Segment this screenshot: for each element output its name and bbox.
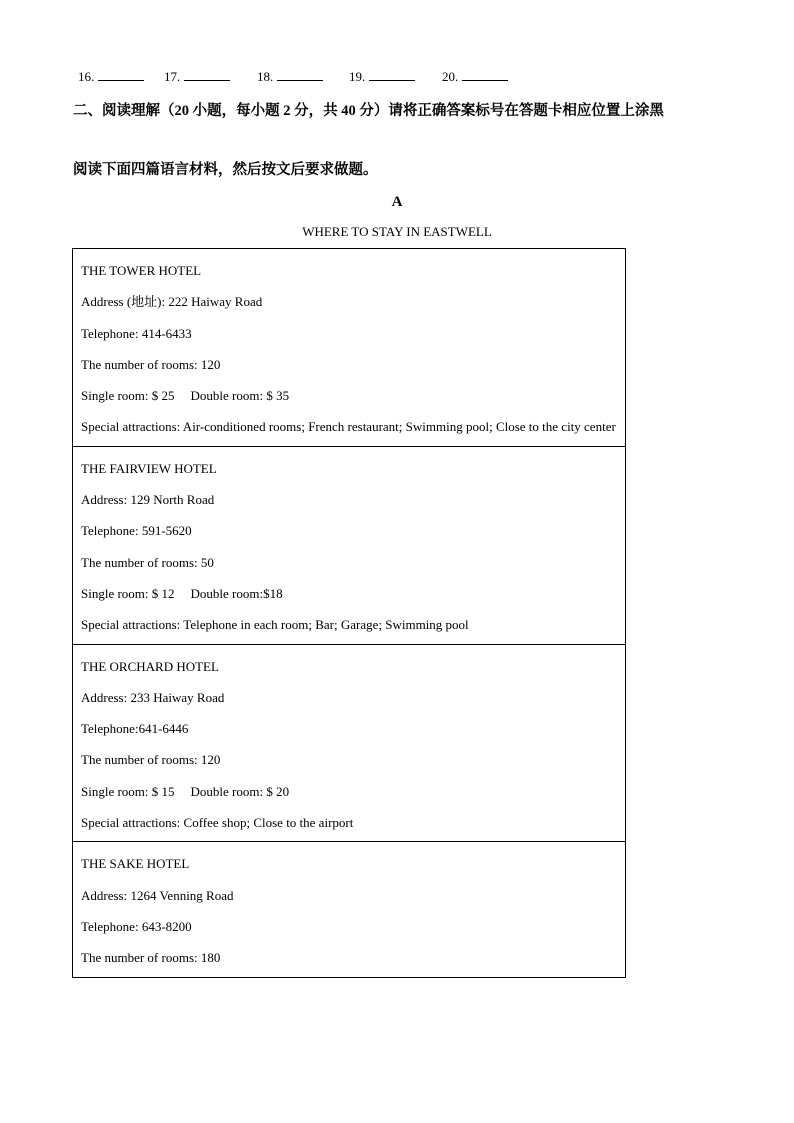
hotel-name: THE SAKE HOTEL [81, 856, 190, 872]
double-room-price: Double room: $ 20 [190, 783, 290, 799]
hotel-prices [81, 380, 617, 411]
hotel-address: Address: 1264 Venning Road [81, 887, 234, 903]
hotel-attractions: Special attractions: Telephone in each room; Bar; Garage; Swimming pool [81, 617, 469, 633]
hotel-rooms: The number of rooms: 50 [81, 554, 214, 570]
answer-blank-20[interactable] [442, 66, 508, 87]
double-room-price: Double room: $ 35 [190, 388, 290, 404]
hotel-name: THE FAIRVIEW HOTEL [81, 460, 217, 476]
blank-line [462, 66, 508, 81]
hotel-prices [81, 776, 617, 807]
hotel-prices [81, 578, 617, 609]
blank-number: 18. [257, 69, 274, 84]
answer-blank-18[interactable] [257, 66, 323, 87]
hotel-rooms: The number of rooms: 180 [81, 950, 221, 966]
hotel-telephone: Telephone: 414-6433 [81, 325, 192, 341]
hotel-rooms: The number of rooms: 120 [81, 356, 221, 372]
single-room-price: Single room: $ 15 [81, 783, 175, 799]
hotel-name: THE TOWER HOTEL [81, 263, 202, 278]
hotel-telephone: Telephone: 643-8200 [81, 918, 192, 934]
hotel-attractions: Special attractions: Coffee shop; Close to the airport [81, 815, 354, 831]
single-room-price: Single room: $ 25 [81, 388, 175, 404]
answer-blank-16[interactable] [78, 66, 144, 87]
blank-number: 20. [442, 69, 459, 84]
hotel-entry-sake [73, 841, 625, 976]
hotel-rooms: The number of rooms: 120 [81, 752, 221, 768]
blank-number: 16. [78, 69, 95, 84]
double-room-price: Double room:$18 [190, 585, 283, 601]
hotel-attractions: Special attractions: Air-conditioned rooms; French restaurant; Swimming pool; Close to the city center [81, 419, 616, 435]
hotel-telephone: Telephone:641-6446 [81, 721, 189, 737]
answer-blank-19[interactable] [349, 66, 415, 87]
passage-title: WHERE TO STAY IN EASTWELL [302, 224, 492, 239]
hotel-address: Address: 233 Haiway Road [81, 689, 225, 705]
blank-line [369, 66, 415, 81]
hotel-table [72, 248, 626, 978]
hotel-address: Address: 129 North Road [81, 492, 215, 508]
reading-instruction: 阅读下面四篇语言材料，然后按文后要求做题。 [73, 162, 378, 178]
answer-blank-17[interactable] [164, 66, 230, 87]
hotel-entry-fairview [73, 446, 625, 644]
passage-letter: A [391, 194, 403, 210]
hotel-entry-orchard [73, 644, 625, 842]
blank-number: 17. [164, 69, 181, 84]
blank-number: 19. [349, 69, 366, 84]
hotel-telephone: Telephone: 591-5620 [81, 523, 192, 539]
blank-line [98, 66, 144, 81]
single-room-price: Single room: $ 12 [81, 585, 175, 601]
hotel-entry-tower [73, 249, 625, 446]
hotel-name: THE ORCHARD HOTEL [81, 658, 219, 674]
blank-line [184, 66, 230, 81]
section-heading: 二、阅读理解（20 小题，每小题 2 分，共 40 分）请将正确答案标号在答题卡相应位置上涂黑 [73, 103, 664, 119]
blank-line [277, 66, 323, 81]
hotel-address: Address (地址): 222 Haiway Road [81, 294, 263, 310]
